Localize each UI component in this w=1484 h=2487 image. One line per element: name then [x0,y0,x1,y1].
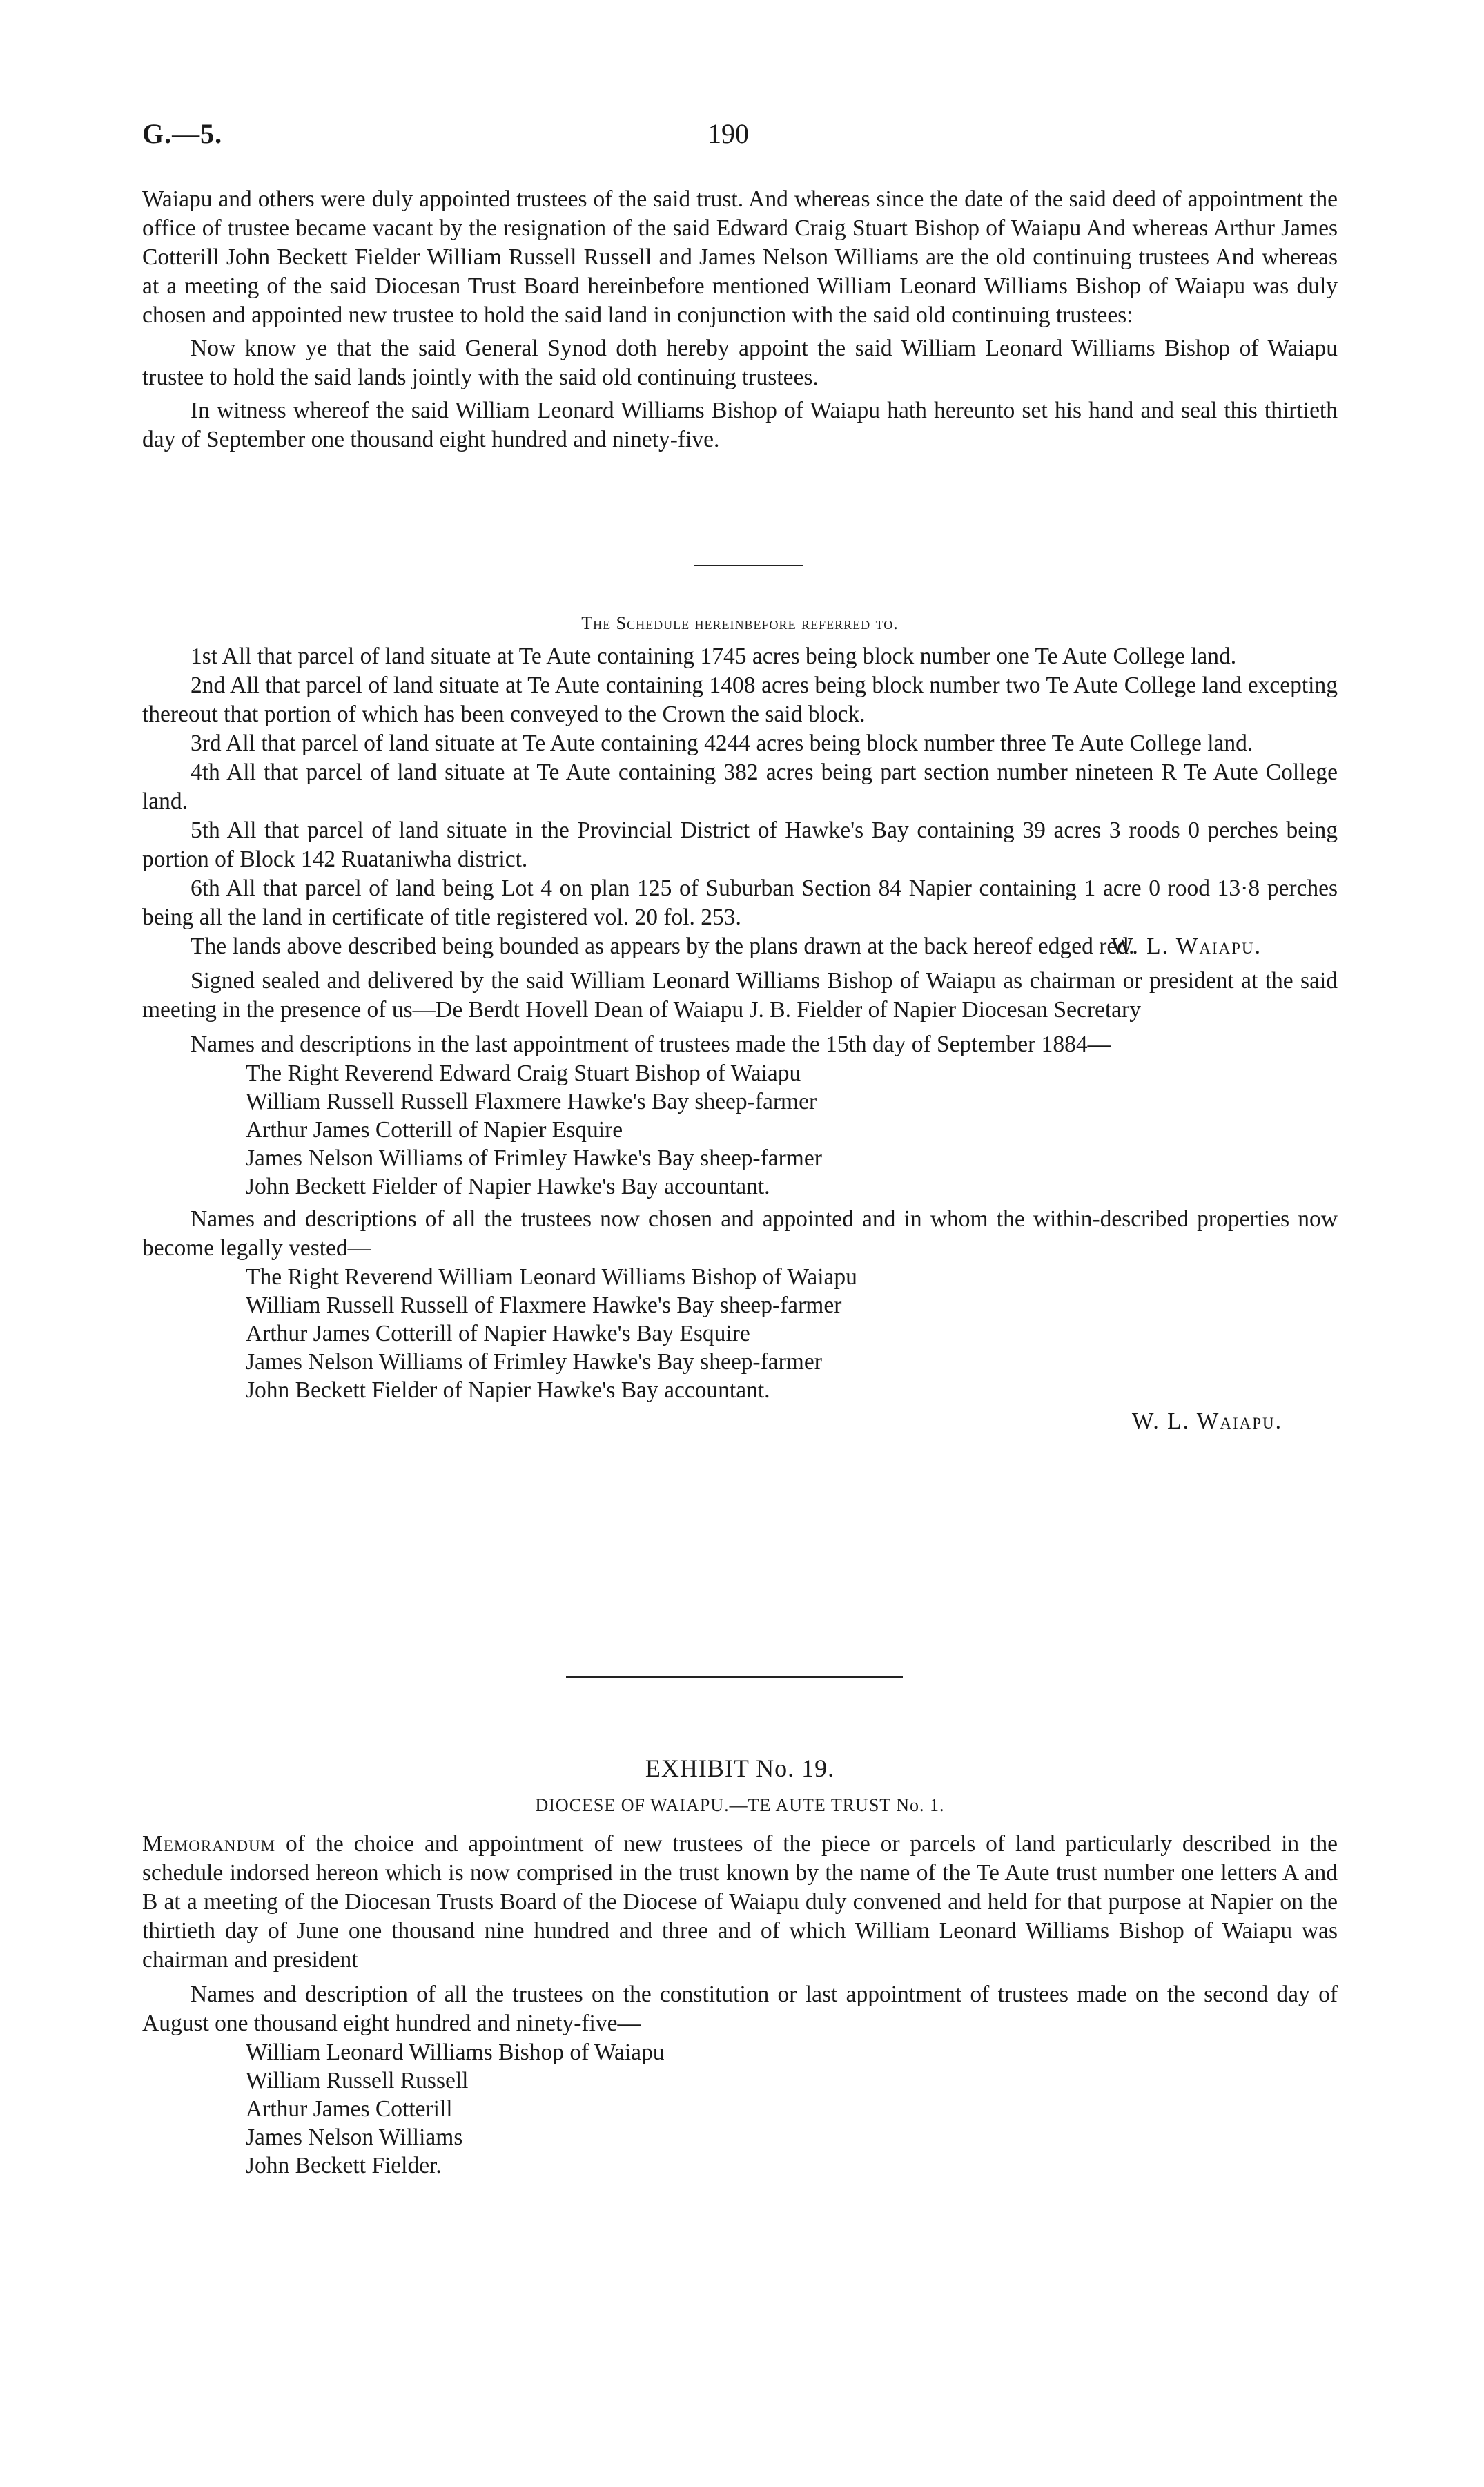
last-appointment-intro: Names and descriptions in the last appointment of trustees made the 15th day of September 1884— [191,1032,1111,1057]
memorandum-lead: Memorandum [142,1831,276,1857]
list-item: Arthur James Cotterill of Napier Hawke's Bay Esquire [246,1321,750,1346]
schedule-item-1: 1st All that parcel of land situate at Te Aute containing 1745 acres being block number one Te Aute College land. [191,643,1237,669]
list-item: The Right Reverend Edward Craig Stuart Bishop of Waiapu [246,1061,801,1086]
list-item: Arthur James Cotterill [246,2096,453,2122]
list-item: James Nelson Williams [246,2125,463,2150]
schedule-item-3: 3rd All that parcel of land situate at Te Aute containing 4244 acres being block number three Te Aute College land. [191,730,1253,756]
last-appointment-list [142,1059,1338,1201]
schedule-section [142,642,1338,1436]
schedule-item-2: 2nd All that parcel of land situate at Te Aute containing 1408 acres being block number two Te Aute College land excepting thereout that portion of which has been conveyed to the Crown the said block. [142,672,1338,727]
schedule-item-4: 4th All that parcel of land situate at Te Aute containing 382 acres being part section number nineteen R Te Aute College land. [142,759,1338,814]
list-item: Arthur James Cotterill of Napier Esquire [246,1117,623,1143]
bounded-text: The lands above described being bounded as appears by the plans drawn at the back hereof edged red. [191,933,1135,959]
signed-statement: Signed sealed and delivered by the said William Leonard Williams Bishop of Waiapu as chairman or president at the said meeting in the presence of us—De Berdt Hovell Dean of Waiapu J. B. Fielder of Napier Diocesan Secretary [142,968,1338,1023]
schedule-item-6: 6th All that parcel of land being Lot 4 on plan 125 of Suburban Section 84 Napier containing 1 acre 0 rood 13·8 perches being all the land in certificate of title registered vol. 20 fol. 253. [142,875,1338,930]
intro-paragraph-3: In witness whereof the said William Leonard Williams Bishop of Waiapu hath hereunto set his hand and seal this thirtieth day of September one thousand eight hundred and ninety-five. [142,398,1338,452]
section-divider-2 [566,1676,903,1678]
schedule-signature: W. L. Waiapu. [1131,1409,1282,1434]
bounded-signature: W. L. Waiapu. [1111,933,1262,959]
schedule-heading: The Schedule hereinbefore referred to. [581,613,899,633]
exhibit-names-list [142,2038,1338,2180]
intro-paragraph-2: Now know ye that the said General Synod doth hereby appoint the said William Leonard Williams Bishop of Waiapu trustee to hold the said lands jointly with the said old continuing trustees. [142,336,1338,390]
list-item: John Beckett Fielder. [246,2153,442,2178]
list-item: William Russell Russell Flaxmere Hawke's Bay sheep-farmer [246,1089,817,1114]
list-item: The Right Reverend William Leonard Williams Bishop of Waiapu [246,1264,857,1290]
now-chosen-intro: Names and descriptions of all the trustees now chosen and appointed and in whom the within-described properties now become legally vested— [142,1206,1338,1261]
list-item: James Nelson Williams of Frimley Hawke's Bay sheep-farmer [246,1145,822,1171]
memorandum-paragraph [142,1830,1338,1975]
list-item: John Beckett Fielder of Napier Hawke's Bay accountant. [246,1174,770,1199]
intro-paragraph-1: Waiapu and others were duly appointed trustees of the said trust. And whereas since the date of the said deed of appointment the office of trustee became vacant by the resignation of the said Edward Craig Stuart Bishop of Waiapu And whereas Arthur James Cotterill John Beckett Fielder William Russell Russell and James Nelson Williams are the old continuing trustees And whereas at a meeting of the said Diocesan Trust Board hereinbefore mentioned William Leonard Williams Bishop of Waiapu was duly chosen and appointed new trustee to hold the said land in conjunction with the said old continuing trustees: [142,186,1338,328]
intro-section [142,185,1338,454]
names-intro: Names and description of all the trustees on the constitution or last appointment of trustees made on the second day of August one thousand eight hundred and ninety-five— [142,1982,1338,2036]
schedule-item-5: 5th All that parcel of land situate in the Provincial District of Hawke's Bay containing 39 acres 3 roods 0 perches being portion of Block 142 Ruataniwha district. [142,817,1338,872]
memorandum-text: of the choice and appointment of new trustees of the piece or parcels of land particularly described in the schedule indorsed hereon which is now comprised in the trust known by the name of the Te Aute trust number one letters A and B at a meeting of the Diocesan Trusts Board of the Diocese of Waiapu duly convened and held for that purpose at Napier on the thirtieth day of June one thousand nine hundred and three and of which William Leonard Williams Bishop of Waiapu was chairman and president [142,1831,1338,1973]
document-reference: G.—5. [142,118,223,149]
list-item: William Leonard Williams Bishop of Waiapu [246,2040,665,2065]
list-item: James Nelson Williams of Frimley Hawke's Bay sheep-farmer [246,1349,822,1375]
exhibit-title: EXHIBIT No. 19. [645,1754,835,1782]
section-divider-1 [694,565,803,566]
exhibit-section [142,1830,1338,2180]
exhibit-subtitle: DIOCESE OF WAIAPU.—TE AUTE TRUST No. 1. [535,1795,945,1815]
list-item: William Russell Russell [246,2068,469,2093]
list-item: John Beckett Fielder of Napier Hawke's Bay accountant. [246,1377,770,1403]
list-item: William Russell Russell of Flaxmere Hawke's Bay sheep-farmer [246,1293,842,1318]
now-chosen-list [142,1263,1338,1404]
page-number: 190 [707,118,749,149]
